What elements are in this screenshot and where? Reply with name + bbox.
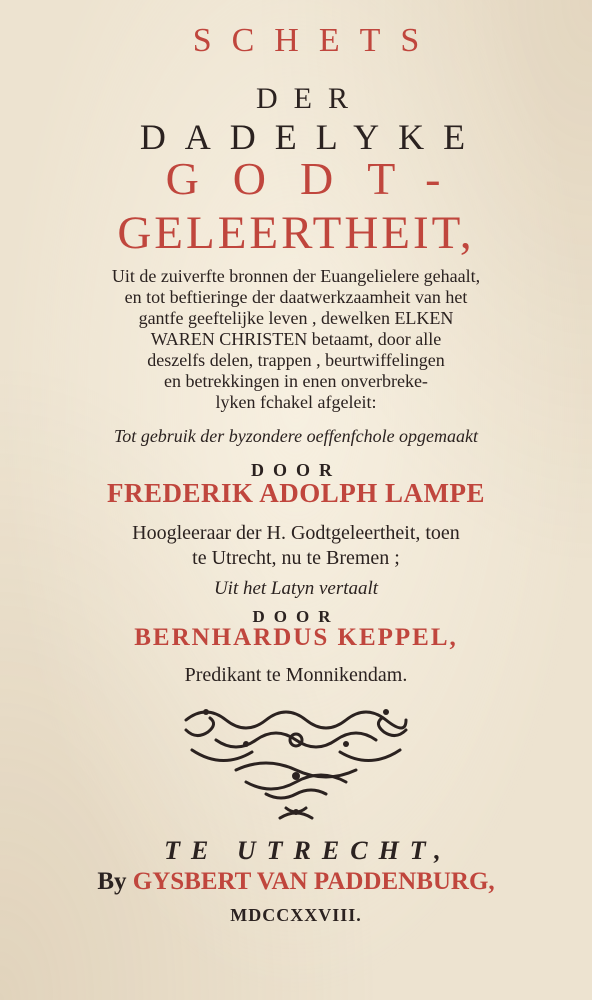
description-line: gantfe geeftelijke leven , dewelken ELKEN [138,308,454,328]
author-role-line: te Utrecht, nu te Bremen ; [192,547,400,569]
imprint-place: TE UTRECHT, [164,836,452,865]
imprint-printer-line [0,868,592,896]
description-line: deszelfs delen, trappen , beurtwiffelingen [147,350,445,370]
title-geleertheit: GELEERTHEIT, [117,207,475,259]
imprint-year: MDCCXXVIII. [230,905,362,925]
author-role-line: Hoogleeraar der H. Godtgeleertheit, toen [132,522,460,544]
imprint-printer: GYSBERT VAN PADDENBURG, [132,868,495,895]
by-label-translator: DOOR [252,607,340,626]
author-name: FREDERIK ADOLPH LAMPE [106,478,486,508]
translated-note: Uit het Latyn vertaalt [213,578,379,599]
title-dadelyke: DADELYKE [139,117,485,157]
description-line: en betrekkingen in enen onverbreke- [164,371,428,391]
translator-role: Predikant te Monnikendam. [184,664,408,686]
imprint-by: By [97,868,127,895]
printers-ornament-icon [176,700,416,830]
description-line: en tot beftieringe der daatwerkzaamheit van het [124,287,468,307]
title-schets: SCHETS [192,22,440,59]
translator-name: BERNHARDUS KEPPEL, [134,624,458,651]
title-der: DER [256,82,364,115]
purpose-line: Tot gebruik der byzondere oeffenfchole opgemaakt [113,426,479,446]
description-line: WAREN CHRISTEN betaamt, door alle [150,329,442,349]
description-line: lyken fchakel afgeleit: [215,392,377,412]
description-line: Uit de zuiverfte bronnen der Euangelielere gehaalt, [111,266,481,286]
by-label-author: DOOR [251,460,341,480]
title-godt: GODT- [165,153,475,204]
